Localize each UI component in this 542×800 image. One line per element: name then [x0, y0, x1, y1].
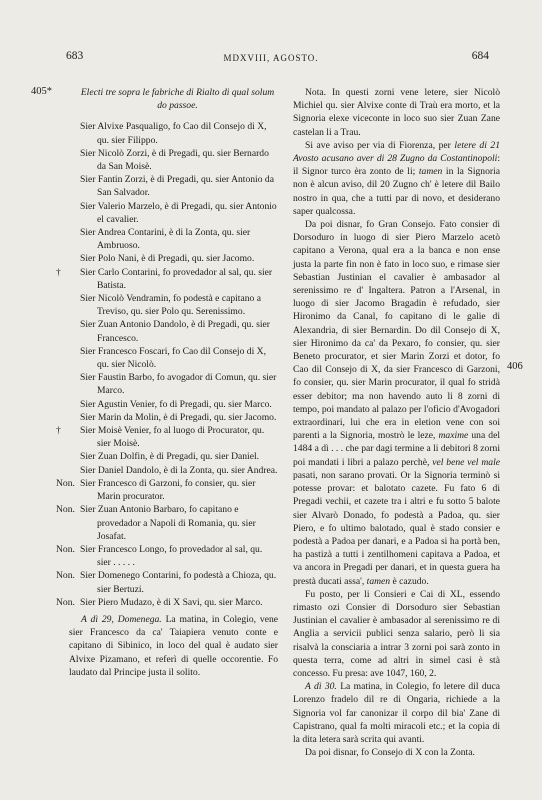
entry-text: Sier Marin da Molin, è di Pregadi, qu. sier Jacomo. — [80, 411, 277, 423]
left-margin-number: 405* — [31, 86, 52, 97]
entry-list — [56, 120, 278, 609]
list-entry — [69, 120, 278, 146]
entry-text: Sier Zuan Dolfin, è di Pregadi, qu. sier Daniel. — [80, 451, 260, 463]
paragraph-text: Si ave aviso per via di Fiorenza, per — [305, 139, 455, 151]
entry-mark: † — [56, 266, 61, 278]
paragraph — [293, 680, 500, 746]
paragraph — [293, 218, 500, 588]
entry-text: Sier Carlo Contarini, fo provedador al sal, qu. sier Batista. — [80, 266, 273, 291]
list-entry — [56, 596, 278, 609]
paragraph-text: La matina, in Colegio, vene sier Francesco da ca' Taiapiera venuto conte e capitano di Sibinico, in loco del qual è audato sier Alvixe Pizamano, et referì di quelle occorentie. Fo laudato dal Principe justa il solito. — [69, 613, 279, 678]
entry-text: Sier Francesco Longo, fo provedador al sal, qu. sier . . . . . — [80, 543, 263, 569]
list-entry — [69, 398, 278, 411]
right-column — [293, 86, 500, 759]
entry-mark: Non. — [56, 477, 75, 489]
entry-text: Sier Nicolò Vendramin, fo podestà e capitano a Treviso, qu. sier Polo qu. Serenissimo. — [80, 293, 261, 318]
entry-text: Sier Piero Mudazo, è di X Savi, qu. sier Marco. — [80, 596, 263, 608]
paragraph-text: Fu posto, per li Consieri e Cai di XL, essendo rimasto ozi Consier di Dorsoduro sier Sebastian Justinian el cavalier è ambasador al serenissimo re di Anglia a servicii publici senza salario, però li sia risalvà la consciaria a intrar 3 zorni poi sarà zonto in questa terra, come ad altri in simel casi è stà concesso. Fu presa: ave 1047, 160, 2. — [293, 588, 500, 679]
date-heading: A dì 29, Domenega. — [81, 613, 162, 625]
entry-text: Sier Faustin Barbo, fo avogador di Comun, qu. sier Marco. — [80, 372, 277, 397]
entry-text: Sier Nicolò Zorzi, è di Pregadi, qu. sier Bernardo da San Moisè. — [80, 147, 269, 173]
left-page-number: 683 — [66, 50, 84, 62]
paragraph-text: una del 1484 a dì . . . che par dagi termine a li debitori 8 zorni poi mandati i libri a palazo perchè, — [293, 430, 501, 468]
italic-text: vel bene vel male — [432, 456, 500, 468]
section-heading: Electi tre sopra le fabriche di Rialto di qual solum do passoe. — [80, 87, 275, 112]
paragraph — [293, 746, 500, 759]
paragraph-text: La matina, in Colegio, fo letere dil duca Lorenzo fradelo dil re di Ongaria, richiede a la Signoria vol far canonizar il corpo dil bia' Zane di Capistrano, qual fa molti miracoli etc.; et la copia di la dita letera sarà scrita qui avanti. — [293, 681, 500, 745]
paragraph — [293, 588, 500, 680]
entry-mark: Non. — [56, 570, 75, 582]
running-header: MDXVIII, AGOSTO. — [223, 53, 319, 63]
italic-text: letere di 21 Avosto acusano aver di 28 Zugno da Costantinopoli — [293, 139, 500, 165]
list-entry — [56, 569, 278, 595]
paragraph — [293, 139, 500, 218]
entry-mark: † — [56, 425, 61, 437]
list-entry — [69, 252, 278, 265]
list-entry — [69, 411, 278, 424]
left-paragraph — [69, 613, 278, 679]
entry-mark: Non. — [56, 543, 75, 555]
list-entry — [56, 477, 278, 503]
list-entry — [56, 543, 278, 569]
list-entry — [69, 464, 278, 477]
paragraph-text: Da poi disnar, fo Gran Consejo. Fato consier di Dorsoduro in luogo di sier Piero Marzelo acetò capitano a Verona, qual era a la banca e non ense justa la parte fin non è fato in loco suo, e rimase sier Sebastian Justinian el cavalier è ambasador al serenissimo re d' Ingaltera. Patron a l'Arsenal, in luogo di sier Jacomo Bragadin è refudado, sier Hironimo da Canal, fo capitano di le galie di Alexandria, di sier Bernardin. Do dil Consejo di X, sier Hironimo da ca' da Pexaro, fo consier, qu. sier Beneto procurator, et sier Marin Zorzi et dotor, fo Cao dil Consejo di X, da sier Francesco di Garzoni, fo consier, qu. sier Marin procurator, il qual fo stridà esser debitor; ma non havendo auto li 8 zorni di tempo, poi mandato al palazo per l'oficio d'Avogadori extraordinari, lui che era in eletion vene con soi parenti a la Signoria, mostrò le leze, — [293, 219, 500, 442]
italic-text: tamen — [418, 166, 443, 178]
entry-text: Sier Zuan Antonio Dandolo, è di Pregadi, qu. sier Francesco. — [80, 319, 270, 344]
entry-mark: Non. — [56, 596, 75, 608]
list-entry — [56, 424, 278, 450]
list-entry — [69, 173, 278, 199]
list-entry — [69, 318, 278, 344]
entry-text: Sier Valerio Marzelo, è di Pregadi, qu. sier Antonio el cavalier. — [80, 200, 277, 225]
paragraph-text: in la Signoria non è alcun aviso, dil 20 Zugno ch' è letere dil Bailo nostro in qua, che a tutti par di novo, et desiderano saper qualcossa. — [293, 166, 501, 217]
entry-text: Sier Francesco Foscari, fo Cao dil Consejo di X, qu. sier Nicolò. — [80, 345, 266, 371]
entry-text: Sier Moisè Venier, fo al luogo di Procurator, qu. sier Moisè. — [80, 425, 265, 450]
entry-text: Sier Polo Nani, è di Pregadi, qu. sier Jacomo. — [80, 253, 255, 265]
entry-text: Sier Andrea Contarini, è di la Zonta, qu. sier Ambruoso. — [80, 227, 251, 252]
list-entry — [69, 147, 278, 173]
list-entry — [56, 266, 278, 292]
list-entry — [56, 503, 278, 543]
paragraph-text: è cazudo. — [390, 575, 429, 587]
left-column — [56, 86, 279, 679]
right-page-number: 684 — [471, 50, 489, 62]
list-entry — [69, 200, 278, 226]
italic-text: maxime — [438, 430, 469, 442]
entry-mark: Non. — [56, 504, 75, 516]
paragraph-text: Da poi disnar, fo Consejo di X con la Zonta. — [305, 747, 475, 759]
list-entry — [69, 226, 278, 252]
entry-text: Sier Alvixe Pasqualigo, fo Cao dil Consejo di X, qu. sier Filippo. — [80, 121, 267, 146]
entry-text: Sier Domenego Contarini, fo podestà a Chioza, qu. sier Bertuzi. — [80, 570, 277, 595]
entry-text: Sier Fantin Zorzi, è di Pregadi, qu. sier Antonio da San Salvador. — [80, 174, 274, 199]
list-entry — [69, 292, 278, 318]
list-entry — [69, 371, 278, 397]
entry-text: Sier Francesco di Garzoni, fo consier, qu. sier Marin procurator. — [80, 477, 256, 503]
paragraph-text: pasati, non sarano provati. Or la Signoria terminò si potesse provar: et balotato cazete. Fu fato 6 di Pregadi vechii, et cazete tra i altri e fu sotto 5 balote sier Alvarò Donado, fo podestà a Padoa, qu. sier Piero, e fo ultimo balotado, qual è stado consier e podestà a Padoa per danari, e a Padoa si ha portà ben, ha pastizà a tutti i zentilhomeni capitava a Padoa, et va ancora in Pregadi per danari, et in questa guera ha prestà ducati assa', — [293, 469, 500, 587]
list-entry — [69, 450, 278, 463]
entry-text: Sier Daniel Dandolo, è di la Zonta, qu. sier Andrea. — [80, 464, 278, 476]
right-margin-number: 406 — [507, 361, 523, 372]
paragraph-text: Nota. In questi zorni vene letere, sier Nicolò Michiel qu. sier Alvixe conte di Traù era morto, et la Signoria elexe viceconte in loco suo sier Zuan Zane castelan li a Trau. — [293, 87, 500, 138]
italic-text: tamen — [366, 575, 391, 587]
paragraph-text: : il Signor turco èra zonto de li; — [293, 153, 500, 178]
italic-text: A dì 30. — [305, 681, 337, 693]
entry-text: Sier Agustin Venier, fo di Pregadi, qu. sier Marco. — [80, 398, 272, 410]
paragraph — [293, 86, 500, 139]
entry-text: Sier Zuan Antonio Barbaro, fo capitano e provedador a Napoli di Romania, qu. sier Josafat. — [80, 504, 256, 542]
list-entry — [69, 345, 278, 371]
